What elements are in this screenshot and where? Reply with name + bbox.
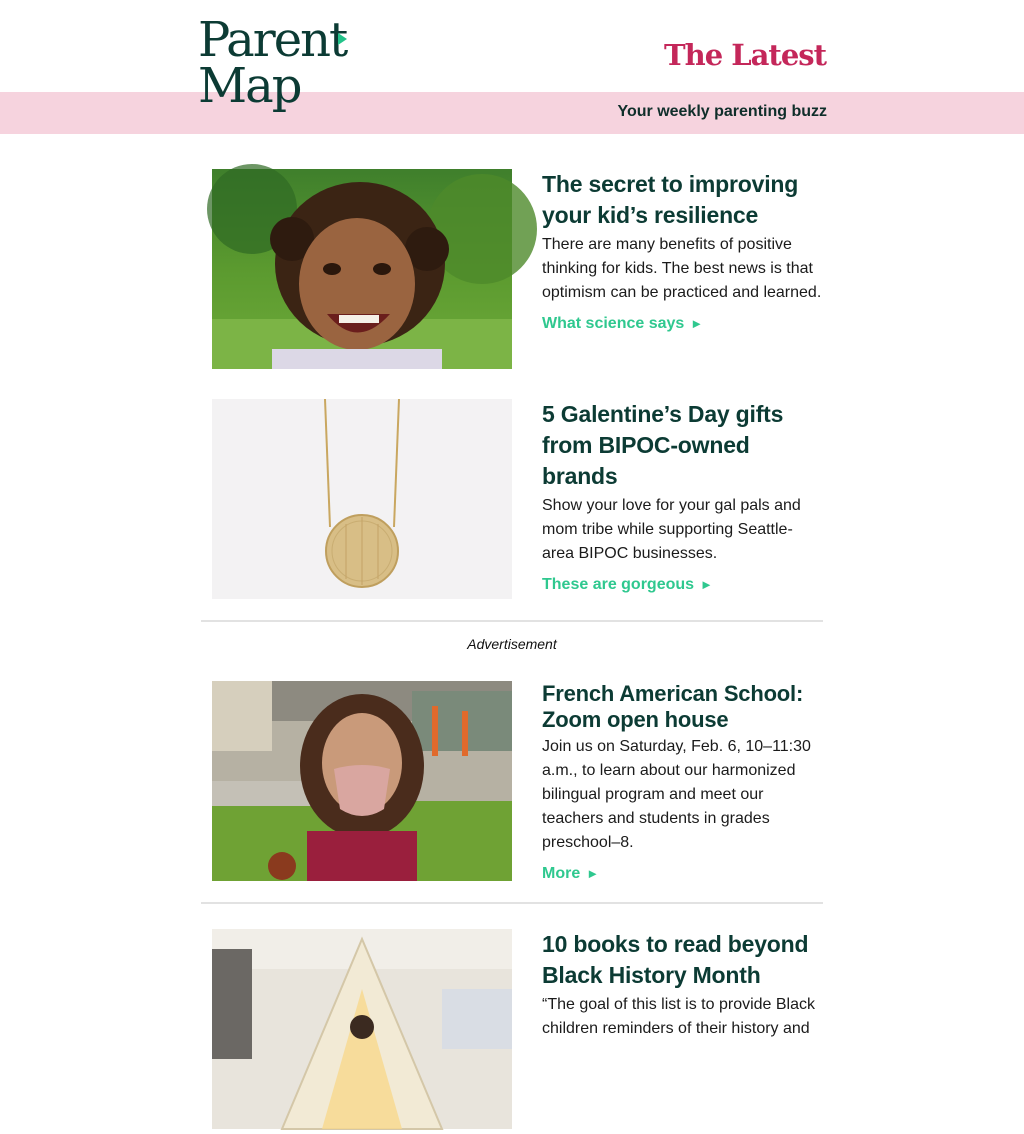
article-link[interactable] — [542, 315, 703, 333]
article-text — [542, 929, 824, 1041]
advertisement-description: Join us on Saturday, Feb. 6, 10–11:30 a.m., to learn about our harmonized bilingual program and meet our teachers and students in grades preschool–8. — [542, 738, 811, 851]
logo-line-1: Parent — [198, 12, 347, 68]
article-description: Show your love for your gal pals and mom tribe while supporting Seattle-area BIPOC businesses. — [542, 497, 801, 562]
article-title[interactable]: 10 books to read beyond Black History Month — [542, 931, 809, 988]
advertisement-title[interactable]: French American School: Zoom open house — [542, 681, 804, 732]
article-title[interactable]: The secret to improving your kid’s resilience — [542, 171, 799, 228]
kids-reading-tent-photo[interactable] — [212, 929, 512, 1129]
tagline-band — [0, 92, 1024, 134]
advertisement-card — [212, 681, 824, 881]
article-link-label: What science says — [542, 315, 685, 332]
article-text — [542, 399, 824, 594]
tagline: Your weekly parenting buzz — [617, 103, 827, 120]
parentmap-logo[interactable] — [198, 12, 358, 120]
gold-pendant-necklace-photo[interactable] — [212, 399, 512, 599]
article-title[interactable]: 5 Galentine’s Day gifts from BIPOC-owned brands — [542, 401, 784, 489]
advertisement-link[interactable] — [542, 865, 599, 883]
advertisement-label: Advertisement — [467, 636, 557, 652]
article-card — [212, 399, 824, 599]
article-text — [542, 169, 824, 333]
article-description: There are many benefits of positive thinking for kids. The best news is that optimism can be practiced and learned. — [542, 236, 822, 301]
logo-play-icon — [338, 33, 347, 45]
article-link[interactable] — [542, 576, 713, 594]
divider — [201, 620, 823, 622]
section-title: The Latest — [664, 38, 826, 72]
play-arrow-icon: ► — [700, 577, 713, 592]
article-card — [212, 169, 824, 369]
advertisement-text — [542, 681, 824, 883]
masked-girl-playground-photo[interactable] — [212, 681, 512, 881]
article-description: “The goal of this list is to provide Black children reminders of their history and — [542, 996, 816, 1037]
article-link-label: These are gorgeous — [542, 576, 695, 593]
advertisement-link-label: More — [542, 865, 581, 882]
divider — [201, 902, 823, 904]
header — [0, 0, 1024, 92]
article-card — [212, 929, 824, 1129]
laughing-girl-photo[interactable] — [212, 169, 512, 369]
logo-line-2: Map — [198, 58, 301, 114]
play-arrow-icon: ► — [690, 316, 704, 331]
play-arrow-icon: ► — [586, 866, 600, 881]
